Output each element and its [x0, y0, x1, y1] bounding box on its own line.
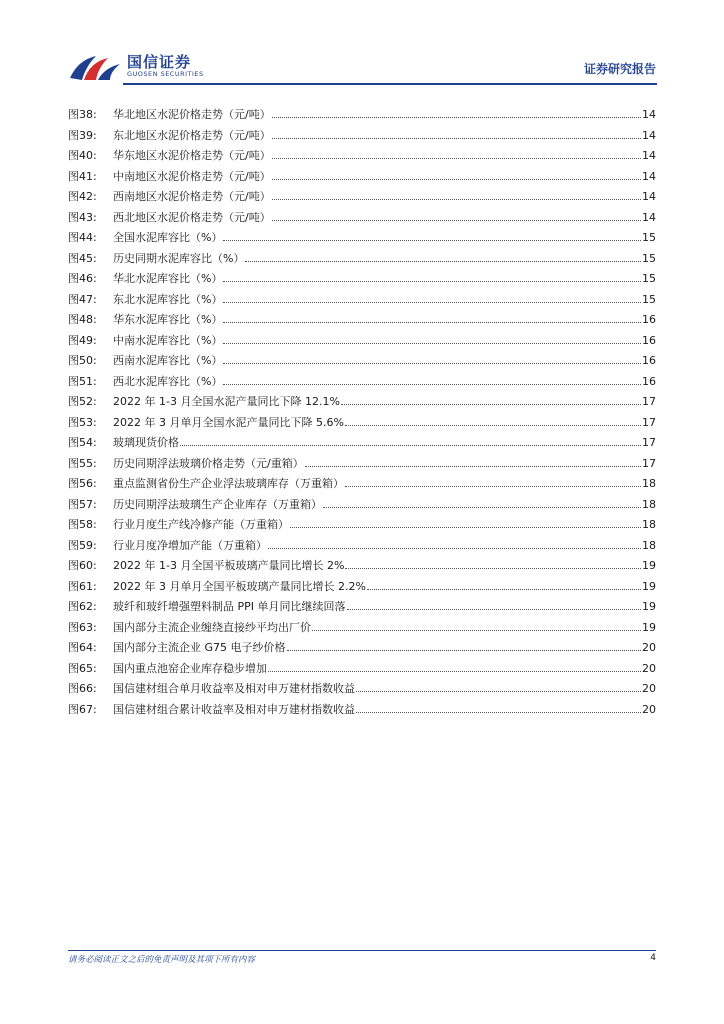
- figure-title: 国内部分主流企业 G75 电子纱价格: [113, 641, 286, 654]
- figure-page-number: 16: [642, 374, 656, 388]
- header-divider: [123, 83, 657, 85]
- figure-page-number: 20: [642, 641, 656, 654]
- figure-number: 图44:: [68, 231, 97, 244]
- dot-leader: [305, 453, 641, 467]
- figure-number: 图40:: [68, 149, 97, 162]
- figure-title: 华北水泥库容比（%）: [113, 272, 223, 285]
- figure-page-number: 14: [642, 169, 656, 183]
- figure-number: 图52:: [68, 395, 97, 408]
- figure-number: 图61:: [68, 579, 97, 593]
- guosen-logo: [68, 48, 243, 86]
- figure-number: 图45:: [68, 251, 97, 265]
- figure-title: 全国水泥库容比（%）: [113, 231, 223, 244]
- dot-leader: [245, 248, 641, 262]
- figure-page-number: 19: [642, 620, 656, 634]
- figure-number: 图66:: [68, 682, 97, 695]
- figure-page-number: 20: [642, 661, 656, 675]
- dot-leader: [223, 268, 641, 282]
- dot-leader: [223, 309, 641, 323]
- figure-title: 国内部分主流企业缠绕直接纱平均出厂价: [113, 620, 311, 634]
- figure-title: 华北地区水泥价格走势（元/吨）: [113, 108, 271, 121]
- toc-entry[interactable]: [68, 227, 656, 248]
- dot-leader: [272, 207, 641, 221]
- figure-title: 中南水泥库容比（%）: [113, 333, 223, 347]
- toc-entry[interactable]: [68, 186, 656, 207]
- page-number: 4: [650, 953, 656, 963]
- toc-entry[interactable]: [68, 412, 656, 433]
- brand-name-en: GUOSEN SECURITIES: [127, 70, 204, 78]
- figure-number: 图57:: [68, 497, 97, 511]
- figure-page-number: 19: [642, 600, 656, 613]
- figure-number: 图55:: [68, 456, 97, 470]
- figure-title: 历史同期水泥库容比（%）: [113, 251, 245, 265]
- toc-entry[interactable]: [68, 268, 656, 289]
- figure-number: 图54:: [68, 436, 97, 449]
- dot-leader: [356, 699, 641, 713]
- dot-leader: [223, 289, 641, 303]
- figure-number: 图63:: [68, 620, 97, 634]
- dot-leader: [356, 678, 641, 692]
- figure-title: 国内重点池窑企业库存稳步增加: [113, 661, 267, 675]
- dot-leader: [345, 412, 641, 426]
- dot-leader: [287, 637, 641, 651]
- figure-page-number: 19: [642, 579, 656, 593]
- figure-number: 图41:: [68, 169, 97, 183]
- figure-number: 图50:: [68, 354, 97, 367]
- dot-leader: [272, 104, 641, 118]
- figure-page-number: 14: [642, 108, 656, 121]
- figure-page-number: 15: [642, 251, 656, 265]
- figure-number: 图64:: [68, 641, 97, 654]
- dot-leader: [367, 576, 641, 590]
- toc-entry[interactable]: [68, 104, 656, 125]
- toc-entry[interactable]: [68, 535, 656, 556]
- figure-number: 图43:: [68, 210, 97, 224]
- toc-entry[interactable]: [68, 350, 656, 371]
- figure-title: 东北水泥库容比（%）: [113, 292, 223, 306]
- figure-page-number: 16: [642, 354, 656, 367]
- figure-page-number: 14: [642, 149, 656, 162]
- toc-entry[interactable]: [68, 207, 656, 228]
- dot-leader: [323, 494, 641, 508]
- figure-title: 玻璃现货价格: [113, 436, 179, 449]
- dot-leader: [268, 658, 641, 672]
- dot-leader: [272, 145, 641, 159]
- page-header: [68, 48, 656, 86]
- toc-entry[interactable]: [68, 330, 656, 351]
- figure-number: 图62:: [68, 600, 97, 613]
- figure-number: 图49:: [68, 333, 97, 347]
- toc-entry[interactable]: [68, 145, 656, 166]
- toc-entry[interactable]: [68, 658, 656, 679]
- dot-leader: [180, 432, 641, 446]
- figure-page-number: 15: [642, 272, 656, 285]
- figure-page-number: 17: [642, 456, 656, 470]
- figure-number: 图42:: [68, 190, 97, 203]
- toc-entry[interactable]: [68, 432, 656, 453]
- brand-name-cn: 国信证券: [127, 53, 192, 71]
- figure-title: 重点监测省份生产企业浮法玻璃库存（万重箱）: [113, 477, 344, 490]
- figure-page-number: 16: [642, 313, 656, 326]
- figure-title: 2022 年 3 月单月全国水泥产量同比下降 5.6%: [113, 415, 344, 429]
- toc-entry[interactable]: [68, 371, 656, 392]
- figure-title: 西南地区水泥价格走势（元/吨）: [113, 190, 271, 203]
- figure-number: 图38:: [68, 108, 97, 121]
- dot-leader: [341, 391, 641, 405]
- toc-entry[interactable]: [68, 473, 656, 494]
- figure-page-number: 18: [642, 518, 656, 531]
- figure-page-number: 14: [642, 190, 656, 203]
- dot-leader: [272, 186, 641, 200]
- figure-title: 历史同期浮法玻璃价格走势（元/重箱）: [113, 456, 304, 470]
- figure-page-number: 20: [642, 682, 656, 695]
- figure-number: 图58:: [68, 518, 97, 531]
- figure-title: 华东水泥库容比（%）: [113, 313, 223, 326]
- dot-leader: [347, 596, 641, 610]
- figure-number: 图60:: [68, 559, 97, 572]
- figure-page-number: 15: [642, 292, 656, 306]
- figure-page-number: 15: [642, 231, 656, 244]
- dot-leader: [223, 227, 641, 241]
- toc-entry[interactable]: [68, 678, 656, 699]
- figure-number: 图56:: [68, 477, 97, 490]
- figure-number: 图51:: [68, 374, 97, 388]
- figure-title: 西北水泥库容比（%）: [113, 374, 223, 388]
- footer-divider: [68, 950, 656, 951]
- figure-title: 国信建材组合单月收益率及相对申万建材指数收益: [113, 682, 355, 695]
- figure-title: 东北地区水泥价格走势（元/吨）: [113, 128, 271, 142]
- figure-page-number: 17: [642, 415, 656, 429]
- figure-list-of-contents: [68, 104, 656, 719]
- dot-leader: [272, 166, 641, 180]
- figure-title: 历史同期浮法玻璃生产企业库存（万重箱）: [113, 497, 322, 511]
- toc-entry[interactable]: [68, 514, 656, 535]
- figure-title: 2022 年 1-3 月全国平板玻璃产量同比增长 2%: [113, 559, 345, 572]
- toc-entry[interactable]: [68, 596, 656, 617]
- toc-entry[interactable]: [68, 637, 656, 658]
- figure-title: 中南地区水泥价格走势（元/吨）: [113, 169, 271, 183]
- figure-number: 图67:: [68, 702, 97, 716]
- figure-number: 图39:: [68, 128, 97, 142]
- figure-page-number: 16: [642, 333, 656, 347]
- figure-title: 2022 年 1-3 月全国水泥产量同比下降 12.1%: [113, 395, 340, 408]
- figure-page-number: 14: [642, 128, 656, 142]
- figure-page-number: 17: [642, 395, 656, 408]
- figure-page-number: 14: [642, 210, 656, 224]
- toc-entry[interactable]: [68, 576, 656, 597]
- figure-title: 国信建材组合累计收益率及相对申万建材指数收益: [113, 702, 355, 716]
- figure-title: 2022 年 3 月单月全国平板玻璃产量同比增长 2.2%: [113, 579, 366, 593]
- figure-title: 行业月度净增加产能（万重箱）: [113, 538, 267, 552]
- figure-number: 图65:: [68, 661, 97, 675]
- figure-number: 图59:: [68, 538, 97, 552]
- report-type-label: 证券研究报告: [583, 62, 656, 76]
- figure-page-number: 19: [642, 559, 656, 572]
- figure-title: 玻纤和玻纤增强塑料制品 PPI 单月同比继续回落: [113, 600, 346, 613]
- dot-leader: [223, 371, 641, 385]
- toc-entry[interactable]: [68, 248, 656, 269]
- figure-title: 西南水泥库容比（%）: [113, 354, 223, 367]
- dot-leader: [268, 535, 641, 549]
- toc-entry[interactable]: [68, 166, 656, 187]
- toc-entry[interactable]: [68, 699, 656, 720]
- toc-entry[interactable]: [68, 617, 656, 638]
- figure-page-number: 20: [642, 702, 656, 716]
- dot-leader: [312, 617, 641, 631]
- toc-entry[interactable]: [68, 289, 656, 310]
- toc-entry[interactable]: [68, 453, 656, 474]
- footer-disclaimer: 请务必阅读正文之后的免责声明及其项下所有内容: [68, 955, 256, 965]
- dot-leader: [290, 514, 641, 528]
- figure-page-number: 17: [642, 436, 656, 449]
- figure-title: 西北地区水泥价格走势（元/吨）: [113, 210, 271, 224]
- figure-number: 图46:: [68, 272, 97, 285]
- figure-title: 行业月度生产线冷修产能（万重箱）: [113, 518, 289, 531]
- figure-page-number: 18: [642, 497, 656, 511]
- figure-page-number: 18: [642, 477, 656, 490]
- dot-leader: [223, 350, 641, 364]
- toc-entry[interactable]: [68, 391, 656, 412]
- toc-entry[interactable]: [68, 555, 656, 576]
- figure-number: 图48:: [68, 313, 97, 326]
- figure-number: 图47:: [68, 292, 97, 306]
- figure-number: 图53:: [68, 415, 97, 429]
- toc-entry[interactable]: [68, 125, 656, 146]
- toc-entry[interactable]: [68, 309, 656, 330]
- toc-entry[interactable]: [68, 494, 656, 515]
- dot-leader: [223, 330, 641, 344]
- dot-leader: [272, 125, 641, 139]
- guosen-logo-icon: [68, 52, 123, 84]
- dot-leader: [345, 473, 641, 487]
- dot-leader: [345, 555, 641, 569]
- figure-page-number: 18: [642, 538, 656, 552]
- figure-title: 华东地区水泥价格走势（元/吨）: [113, 149, 271, 162]
